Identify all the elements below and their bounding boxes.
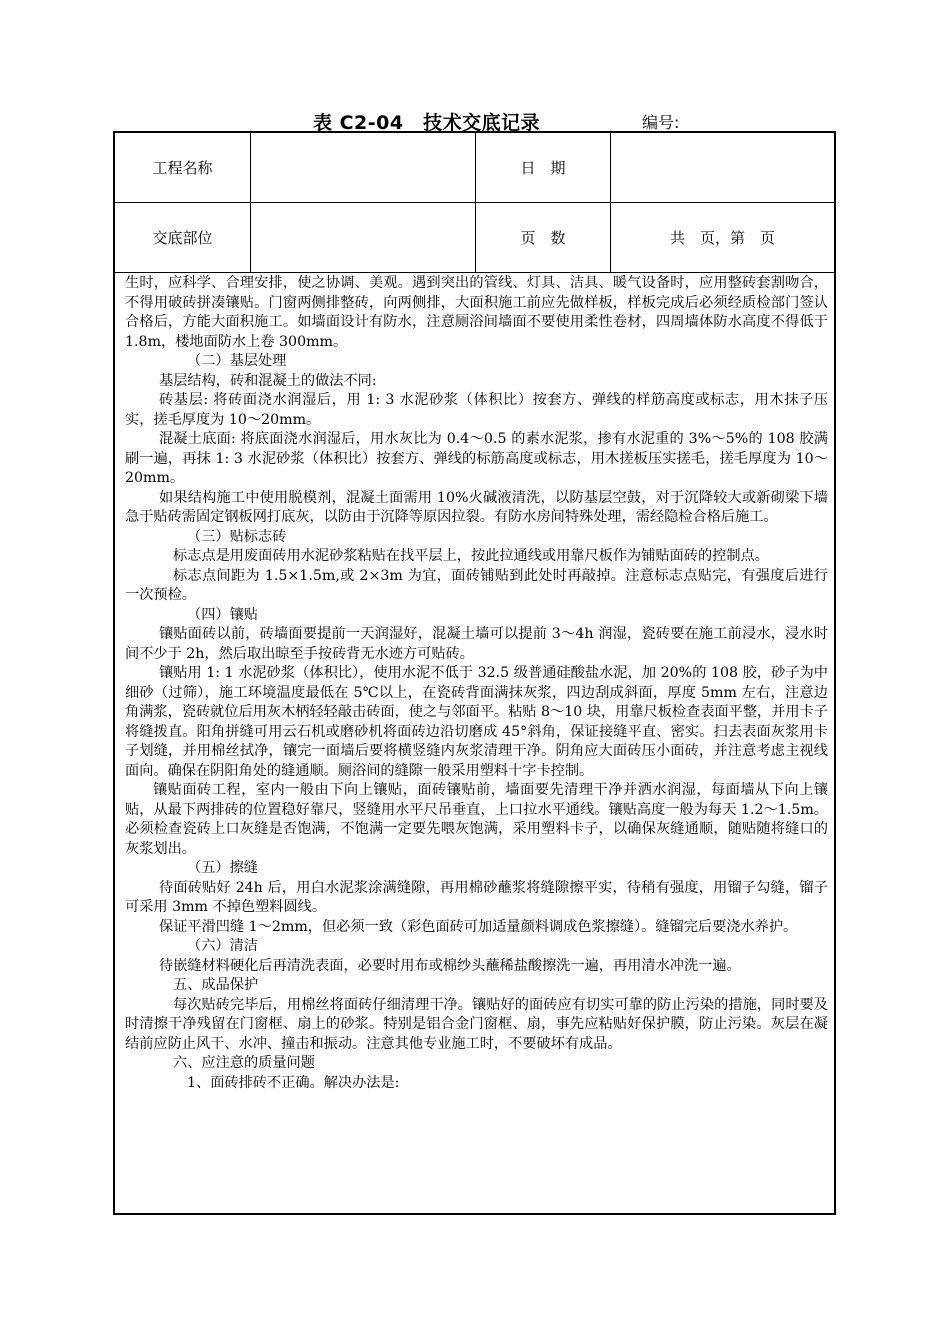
header-row-2 — [115, 203, 834, 273]
date-label: 日 期 — [476, 133, 611, 202]
paragraph: 镶贴面砖以前，砖墙面要提前一天润湿好，混凝土墙可以提前 3～4h 润湿，瓷砖要在施工前浸水，浸水时间不少于 2h，然后取出晾至手按砖背无水迹方可贴砖。 — [125, 626, 828, 662]
date-value — [611, 133, 834, 202]
paragraph: 混凝土底面: 将底面浇水润湿后，用水灰比为 0.4～0.5 的素水泥浆，掺有水泥重的 3%～5%的 108 胶满刷一遍，再抹 1: 3 水泥砂浆（体积比）按套方、弹线的标筋高度或标志，用木搓板压实搓毛，搓毛厚度为 10～20mm。 — [125, 431, 828, 486]
paragraph: 生时，应科学、合理安排，使之协调、美观。遇到突出的管线、灯具、洁具、暖气设备时，应用整砖套割吻合，不得用破砖拼凑镶贴。门窗两侧排整砖，向两侧排，大面积施工前应先做样板，样板完成后必须经质检部门签认合格后，方能大面积施工。如墙面设计有防水，注意厕浴间墙面不要使用柔性卷材，四周墙体防水高度不得低于 1.8m，楼地面防水上卷 300mm。 — [125, 275, 828, 350]
paragraph: 待面砖贴好 24h 后，用白水泥浆涂满缝隙，再用棉砂蘸浆将缝隙擦平实，待稍有强度，用镏子勾缝，镏子可采用 3mm 不掉色塑料圆线。 — [125, 879, 828, 915]
paragraph: 基层结构，砖和混凝土的做法不同: — [159, 372, 377, 389]
paragraph: 1、面砖排砖不正确。解决办法是: — [187, 1074, 400, 1091]
paragraph: 每次贴砖完毕后，用棉丝将面砖仔细清理干净。镶贴好的面砖应有切实可靠的防止污染的措施，同时要及时清擦干净残留在门窗框、扇上的砂浆。特别是铝合金门窗框、扇，事先应粘贴好保护膜，防止污染。灰层在凝结前应防止风干、水冲、撞击和振动。注意其他专业施工时，不要破坏有成品。 — [125, 996, 828, 1052]
paragraph: 镶贴用 1: 1 水泥砂浆（体积比），使用水泥不低于 32.5 级普通硅酸盐水泥，加 20%的 108 胶，砂子为中细砂（过筛），施工环境温度最低在 5℃以上，在瓷砖背面满抹灰浆，四边刮成斜面，厚度 5mm 左右，注意边角满浆，瓷砖就位后用灰木柄轻轻敲击砖面，使之与邻面平。粘贴 8～10 块，用靠尺板检查表面平整，并用卡子将缝拨直。阳角拼缝可用云石机或磨砂机将面砖边沿切磨成 45°斜角，保证接缝平直、密实。扫去表面灰浆用卡子划缝，并用棉丝拭净，镶完一面墙后要将横竖缝内灰浆清理干净。阴角应大面砖压小面砖，并注意考虑主视线面向。确保在阴阳角处的缝通顺。厕浴间的缝隙一般采用塑料十字卡控制。 — [125, 665, 828, 779]
paragraph: 如果结构施工中使用脱模剂，混凝土面需用 10%火碱液清洗，以防基层空鼓，对于沉降较大或新砌梁下墙急于贴砖需固定钢板网打底灰，以防由于沉降等原因拉裂。有防水房间特殊处理，需经隐检合格后施工。 — [125, 489, 828, 525]
section-heading: 六、应注意的质量问题 — [173, 1055, 315, 1071]
paragraph: 镶贴面砖工程，室内一般由下向上镶贴，面砖镶贴前，墙面要先清理干净并洒水润湿，每面墙从下向上镶贴，从最下两排砖的位置稳好靠尺，竖缝用水平尺吊垂直，上口拉水平通线。镶贴高度一般为每天 1.2～1.5m。必须检查瓷砖上口灰缝是否饱满，不饱满一定要先喂灰饱满，采用塑料卡子，以确保灰缝通顺，随贴随将缝口的灰浆划出。 — [125, 782, 828, 857]
pages-value: 共 页，第 页 — [669, 229, 775, 247]
subheading: （五）擦缝 — [187, 860, 258, 876]
subheading: （六）清洁 — [187, 938, 258, 954]
paragraph: 标志点是用废面砖用水泥砂浆粘贴在找平层上，按此拉通线或用靠尺板作为铺贴面砖的控制点。 — [173, 548, 769, 564]
paragraph: 砖基层: 将砖面浇水润湿后，用 1: 3 水泥砂浆（体积比）按套方、弹线的样筋高度或标志，用木抹子压实，搓毛厚度为 10～20mm。 — [125, 392, 828, 428]
part-label: 交底部位 — [115, 203, 251, 272]
pages-label: 页 数 — [476, 203, 611, 272]
form-title: 表 C2-04 技术交底记录 — [313, 112, 541, 134]
form-number-label: 编号: — [642, 113, 680, 132]
subheading: （三）贴标志砖 — [187, 528, 287, 545]
paragraph: 保证平滑凹缝 1～2mm，但必须一致（彩色面砖可加适量颜料调成色浆擦缝）。缝镏完后要浇水养护。 — [159, 918, 798, 935]
paragraph: 标志点间距为 1.5×1.5m,或 2×3m 为宜，面砖铺贴到此处时再敲掉。注意标志点贴完，有强度后进行一次预检。 — [125, 567, 828, 603]
subheading: （二）基层处理 — [187, 353, 287, 369]
project-name-value — [251, 133, 476, 202]
header-row-1 — [115, 133, 834, 203]
record-table — [113, 131, 836, 1215]
subheading: （四）镶贴 — [187, 606, 258, 623]
project-name-label: 工程名称 — [115, 133, 251, 202]
section-heading: 五、成品保护 — [173, 977, 259, 993]
paragraph: 待嵌缝材料硬化后再清洗表面，必要时用布或棉纱头蘸稀盐酸擦洗一遍，再用清水冲洗一遍。 — [159, 957, 741, 974]
disclosure-content — [125, 274, 828, 1093]
part-value — [251, 203, 476, 272]
